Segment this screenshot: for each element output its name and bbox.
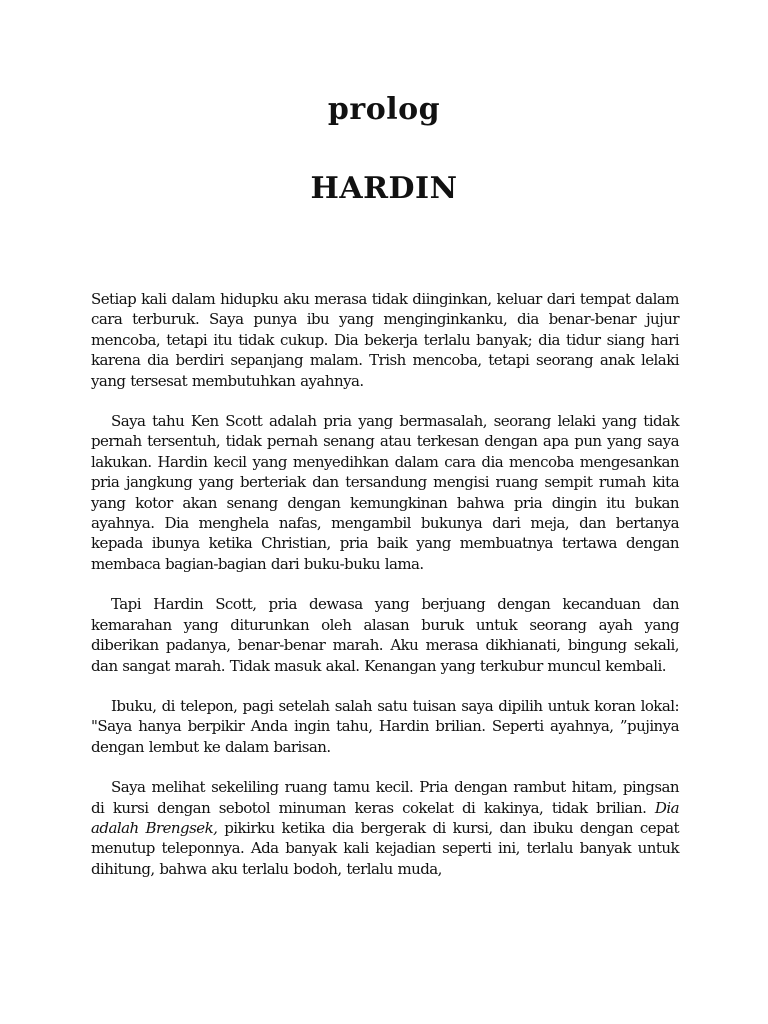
chapter-title: prolog — [327, 92, 441, 127]
paragraph-5-text-start: Saya melihat sekeliling ruang tamu kecil. Pria dengan rambut hitam, pingsan di kursi dengan sebotol minuman keras cokelat di kakinya, tidak brilian. — [91, 778, 679, 817]
chapter-body — [91, 289, 679, 879]
paragraph-2: Saya tahu Ken Scott adalah pria yang bermasalah, seorang lelaki yang tidak pernah tersentuh, tidak pernah senang atau terkesan dengan apa pun yang saya lakukan. Hardin kecil yang menyedihkan dalam cara dia mencoba mengesankan pria jangkung yang berteriak dan tersandung mengisi ruang sempit rumah kita yang kotor akan senang dengan kemungkinan bahwa pria dingin itu bukan ayahnya. Dia menghela nafas, mengambil bukunya dari meja, dan bertanya kepada ibunya ketika Christian, pria baik yang membuatnya tertawa dengan membaca bagian-bagian dari buku-buku lama. — [91, 412, 679, 573]
paragraph-4: Ibuku, di telepon, pagi setelah salah satu tuisan saya dipilih untuk koran lokal: "Saya hanya berpikir Anda ingin tahu, Hardin brilian. Seperti ayahnya, ”pujinya dengan lembut ke dalam barisan. — [91, 696, 679, 756]
chapter-subtitle: HARDIN — [310, 171, 458, 206]
paragraph-5-text-end: pikirku ketika dia bergerak di kursi, dan ibuku dengan cepat menutup teleponnya. Ada banyak kali kejadian seperti ini, terlalu banyak untuk dihitung, bahwa aku terlalu bodoh, terlalu muda, — [91, 818, 679, 878]
paragraph-1: Setiap kali dalam hidupku aku merasa tidak diinginkan, keluar dari tempat dalam cara terburuk. Saya punya ibu yang menginginkanku, dia benar-benar jujur mencoba, tetapi itu tidak cukup. Dia bekerja terlalu banyak; dia tidur siang hari karena dia berdiri sepanjang malam. Trish mencoba, tetapi seorang anak lelaki yang tersesat membutuhkan ayahnya. — [91, 290, 679, 390]
paragraph-3: Tapi Hardin Scott, pria dewasa yang berjuang dengan kecanduan dan kemarahan yang diturunkan oleh alasan buruk untuk seorang ayah yang diberikan padanya, benar-benar marah. Aku merasa dikhianati, bingung sekali, dan sangat marah. Tidak masuk akal. Kenangan yang terkubur muncul kembali. — [91, 595, 679, 675]
paragraph-5-italic-text: Dia adalah Brengsek, — [91, 798, 679, 837]
paragraph-5 — [91, 777, 679, 879]
